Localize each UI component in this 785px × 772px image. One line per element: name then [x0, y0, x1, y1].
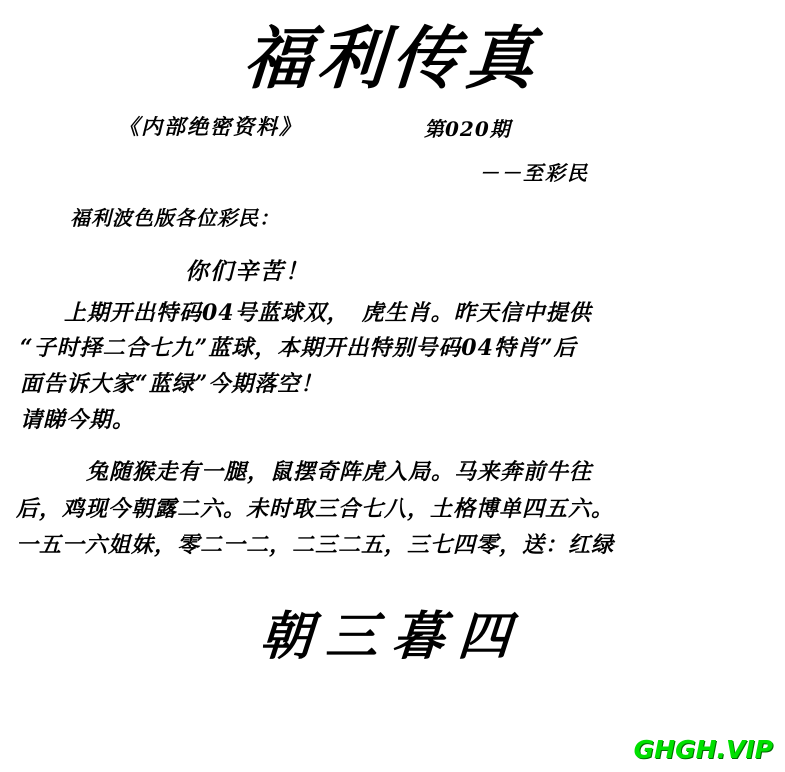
- verse-line-1: 兔随猴走有一腿，鼠摆奇阵虎入局。马来奔前牛往: [86, 459, 593, 486]
- footer-title: 朝三暮四: [258, 605, 527, 667]
- body-line-4: 请睇今期。: [20, 406, 136, 433]
- page-title: 福利传真: [240, 19, 543, 99]
- salutation-line: 福利波色版各位彩民：: [70, 205, 280, 230]
- secret-label: 《内部绝密资料》: [118, 113, 302, 139]
- issue-number: 第020期: [424, 116, 511, 141]
- greeting-exclamation: 你们辛苦！: [185, 257, 310, 285]
- body-paragraph: [0, 296, 785, 439]
- body-line-1: 上期开出特码04号蓝球双， 虎生肖。昨天信中提供: [64, 299, 592, 326]
- verse-line-2: 后，鸡现今朝露二六。未时取三合七八，土格博单四五六。: [16, 495, 615, 522]
- body-line-2: “子时择二合七九”蓝球，本期开出特别号码04特肖”后: [20, 335, 577, 362]
- verse-line-3: 一五一六姐妹，零二一二，二三二五，三七四零，送：红绿: [16, 532, 615, 559]
- dedication-line: －－至彩民: [479, 160, 589, 185]
- subheader-row: [0, 111, 785, 145]
- site-watermark: GHGH.VIP: [633, 735, 773, 764]
- verse-block: [0, 454, 785, 564]
- body-line-3: 面告诉大家“蓝绿”今期落空！: [20, 371, 324, 398]
